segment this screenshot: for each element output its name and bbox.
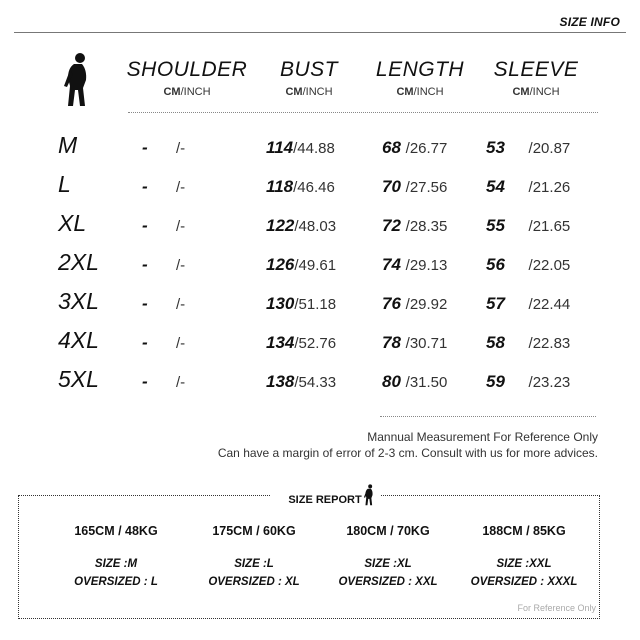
note-line-2: Can have a margin of error of 2-3 cm. Consult with us for more advices. xyxy=(217,446,598,460)
size-label: L xyxy=(58,171,71,197)
col-head-sleeve xyxy=(488,58,584,98)
report-measure: 188CM / 85KG xyxy=(482,524,566,538)
size-info-label: SIZE INFO xyxy=(559,15,620,29)
reference-footnote: For Reference Only xyxy=(517,603,596,613)
size-label: 5XL xyxy=(58,366,99,392)
size-label: XL xyxy=(58,210,87,236)
report-oversized: OVERSIZED : XL xyxy=(208,576,300,588)
sleeve-title: SLEEVE xyxy=(493,58,579,81)
shoulder-cell: - /- xyxy=(142,372,186,391)
length-unit: CM/INCH xyxy=(396,86,444,98)
length-cell: 70 /27.56 xyxy=(382,177,448,196)
report-oversized: OVERSIZED : XXXL xyxy=(470,576,578,588)
shoulder-cell: - /- xyxy=(142,333,186,352)
report-measure: 175CM / 60KG xyxy=(212,524,296,538)
human-silhouette-icon xyxy=(362,484,376,506)
sleeve-cell: 57 /22.44 xyxy=(486,294,571,313)
notes-divider xyxy=(380,416,596,417)
bust-cell: 118/46.46 xyxy=(266,177,335,196)
sleeve-unit: CM/INCH xyxy=(512,86,560,98)
report-entry xyxy=(318,524,458,588)
human-silhouette-icon xyxy=(60,52,94,108)
bust-cell: 134/52.76 xyxy=(266,333,337,352)
bust-cell: 114/44.88 xyxy=(266,138,335,157)
length-cell: 76 /29.92 xyxy=(382,294,448,313)
length-cell: 78 /30.71 xyxy=(382,333,448,352)
length-cell: 72 /28.35 xyxy=(382,216,448,235)
size-label: 4XL xyxy=(58,327,99,353)
bust-cell: 138/54.33 xyxy=(266,372,337,391)
shoulder-title: SHOULDER xyxy=(126,58,248,81)
shoulder-unit: CM/INCH xyxy=(163,86,211,98)
bust-cell: 122/48.03 xyxy=(266,216,337,235)
report-entry xyxy=(46,524,186,588)
note-line-1: Mannual Measurement For Reference Only xyxy=(367,430,598,444)
report-oversized: OVERSIZED : XXL xyxy=(338,576,438,588)
col-head-shoulder xyxy=(126,58,248,98)
col-head-length xyxy=(372,58,468,98)
size-label: 2XL xyxy=(58,249,99,275)
report-oversized: OVERSIZED : L xyxy=(74,576,158,588)
report-measure: 180CM / 70KG xyxy=(346,524,430,538)
report-entry xyxy=(184,524,324,588)
length-title: LENGTH xyxy=(375,58,465,81)
sleeve-cell: 59 /23.23 xyxy=(486,372,571,391)
sleeve-cell: 56 /22.05 xyxy=(486,255,571,274)
sleeve-cell: 55 /21.65 xyxy=(486,216,571,235)
shoulder-cell: - /- xyxy=(142,216,186,235)
size-label: M xyxy=(58,132,78,158)
report-size: SIZE :XL xyxy=(364,558,412,570)
report-size: SIZE :L xyxy=(234,558,274,570)
report-size: SIZE :XXL xyxy=(496,558,552,570)
size-report-title xyxy=(270,484,380,506)
report-measure: 165CM / 48KG xyxy=(74,524,158,538)
size-label: 3XL xyxy=(58,288,99,314)
length-cell: 74 /29.13 xyxy=(382,255,448,274)
sleeve-cell: 53 /20.87 xyxy=(486,138,571,157)
sleeve-cell: 58 /22.83 xyxy=(486,333,571,352)
length-cell: 68 /26.77 xyxy=(382,138,448,157)
length-cell: 80 /31.50 xyxy=(382,372,448,391)
sleeve-cell: 54 /21.26 xyxy=(486,177,571,196)
bust-title: BUST xyxy=(279,58,338,81)
bust-unit: CM/INCH xyxy=(285,86,333,98)
top-bar xyxy=(14,12,626,33)
report-entry xyxy=(454,524,594,588)
size-report-label: SIZE REPORT xyxy=(288,494,362,506)
report-size: SIZE :M xyxy=(94,558,138,570)
shoulder-cell: - /- xyxy=(142,138,186,157)
bust-cell: 126/49.61 xyxy=(266,255,337,274)
shoulder-cell: - /- xyxy=(142,255,186,274)
bust-cell: 130/51.18 xyxy=(266,294,337,313)
header-divider xyxy=(128,112,598,113)
shoulder-cell: - /- xyxy=(142,294,186,313)
col-head-bust xyxy=(266,58,352,98)
shoulder-cell: - /- xyxy=(142,177,186,196)
